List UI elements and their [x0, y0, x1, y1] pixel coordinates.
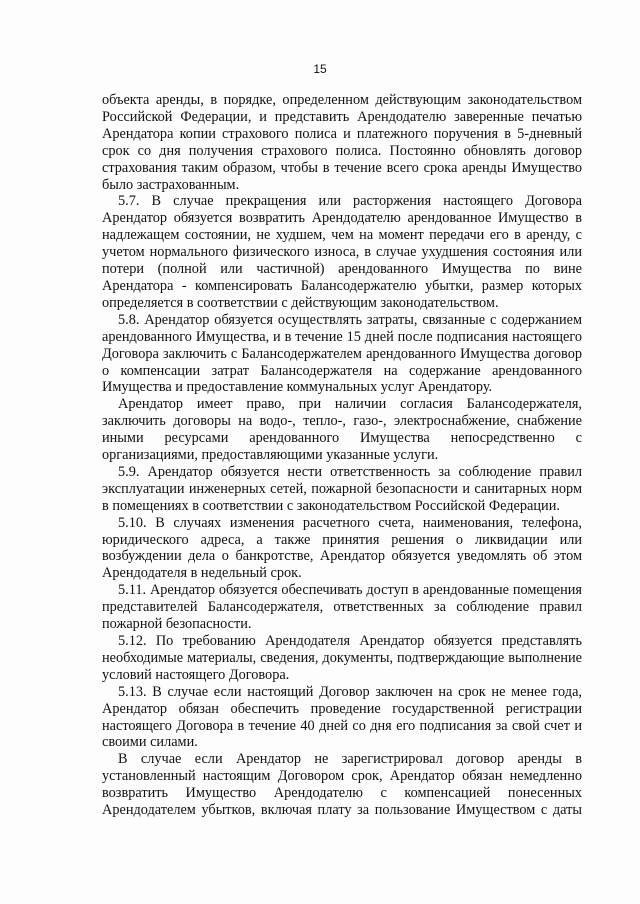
- paragraph-5-13: 5.13. В случае если настоящий Договор заключен на срок не менее года, Арендатор обязан обеспечить проведение государственной регистрации настоящего Договора в течение 40 дней со дня его подписания за свой счет и своими силами.: [102, 683, 582, 751]
- page-number: 15: [313, 62, 327, 76]
- paragraph-5-11: 5.11. Арендатор обязуется обеспечивать доступ в арендованные помещения представителей Балансодержателя, ответственных за соблюдение правил пожарной безопасности.: [102, 582, 582, 633]
- document-body: [102, 92, 582, 819]
- paragraph-5-10: 5.10. В случаях изменения расчетного счета, наименования, телефона, юридического адреса, а также принятия решения о ликвидации или возбуждении дела о банкротстве, Арендатор обязуется уведомлять об этом Арендодателя в недельный срок.: [102, 514, 582, 582]
- paragraph-5-13-registration-failure: В случае если Арендатор не зарегистрировал договор аренды в установленный настоящим Договором срок, Арендатор обязан немедленно возвратить Имущество Арендодателю с компенсацией понесенных Арендодателем убытков, включая плату за пользование Имуществом с даты: [102, 751, 582, 819]
- paragraph-5-8-right-to-contract: Арендатор имеет право, при наличии согласия Балансодержателя, заключить договоры на водо-, тепло-, газо-, электроснабжение, снабжение иными ресурсами арендованного Имущества непосредственно с организациями, предоставляющими указанные услуги.: [102, 396, 582, 464]
- paragraph-continuation: объекта аренды, в порядке, определенном действующим законодательством Российской Федерации, и представить Арендодателю заверенные печатью Арендатора копии страхового полиса и платежного поручения в 5-дневный срок со дня получения страхового полиса. Постоянно обновлять договор страхования таким образом, чтобы в течение всего срока аренды Имущество было застрахованным.: [102, 92, 582, 193]
- paragraph-5-7: 5.7. В случае прекращения или расторжения настоящего Договора Арендатор обязуется возвратить Арендодателю арендованное Имущество в надлежащем состоянии, не худшем, чем на момент передачи его в аренду, с учетом нормального физического износа, в случае ухудшения состояния или потери (полной или частичной) арендованного Имущества по вине Арендатора - компенсировать Балансодержателю убытки, размер которых определяется в соответствии с действующим законодательством.: [102, 193, 582, 311]
- paragraph-5-9: 5.9. Арендатор обязуется нести ответственность за соблюдение правил эксплуатации инженерных сетей, пожарной безопасности и санитарных норм в помещениях в соответствии с законодательством Российской Федерации.: [102, 463, 582, 514]
- paragraph-5-12: 5.12. По требованию Арендодателя Арендатор обязуется представлять необходимые материалы, сведения, документы, подтверждающие выполнение условий настоящего Договора.: [102, 633, 582, 683]
- paragraph-5-8: 5.8. Арендатор обязуется осуществлять затраты, связанные с содержанием арендованного Имущества, и в течение 15 дней после подписания настоящего Договора заключить с Балансодержателем арендованного Имущества договор о компенсации затрат Балансодержателя на содержание арендованного Имущества и предоставление коммунальных услуг Арендатору.: [102, 311, 582, 396]
